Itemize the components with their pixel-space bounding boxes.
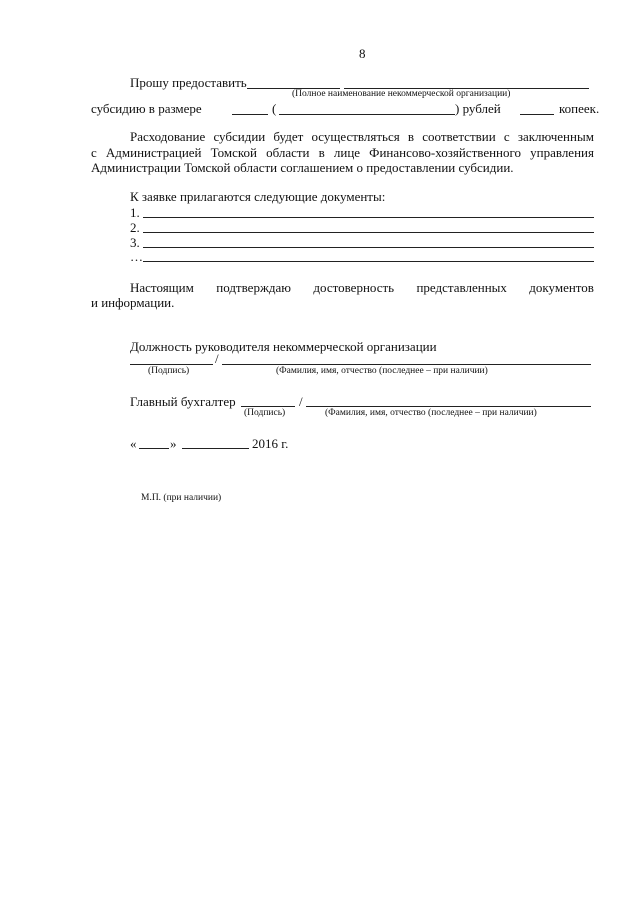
word: Администрацией [105, 145, 202, 160]
org-name-caption: (Полное наименование некоммерческой организации) [292, 89, 511, 99]
word: субсидии [213, 129, 266, 144]
attachment-ellipsis: … [130, 249, 143, 264]
head-name-blank [222, 364, 591, 365]
word: Финансово-хозяйственного [369, 145, 522, 160]
attachment-number-1: 1. [130, 205, 140, 220]
request-label: Прошу предоставить [130, 75, 247, 90]
word: документов [529, 280, 594, 295]
word: будет [273, 129, 304, 144]
kopecks-text: копеек. [559, 101, 600, 116]
subsidy-amount-label: субсидию в размере [91, 101, 202, 116]
confirm-line-2: и информации. [91, 295, 175, 310]
word: с [91, 145, 97, 160]
accountant-name-caption: (Фамилия, имя, отчество (последнее – при наличии) [325, 408, 537, 418]
head-sign-caption: (Подпись) [148, 366, 190, 376]
attachment-number-2: 2. [130, 220, 140, 235]
word: лице [333, 145, 361, 160]
confirm-line-1 [130, 280, 594, 295]
date-month-blank [182, 448, 249, 449]
amount-blank [232, 114, 268, 115]
word: подтверждаю [216, 280, 292, 295]
rubles-text: ) рублей [455, 101, 501, 116]
kopecks-blank [520, 114, 554, 115]
word: соответствии [422, 129, 496, 144]
attachment-number-3: 3. [130, 235, 140, 250]
word: в [407, 129, 415, 144]
head-slash: / [215, 351, 219, 366]
word: достоверность [313, 280, 395, 295]
head-position-title: Должность руководителя некоммерческой организации [130, 339, 437, 354]
word: области [266, 145, 310, 160]
open-paren: ( [272, 101, 277, 116]
accountant-label: Главный бухгалтер [130, 394, 236, 409]
date-year: 2016 г. [252, 436, 289, 451]
word: Расходование [130, 129, 206, 144]
page-number: 8 [359, 46, 366, 61]
spending-line-1 [130, 129, 594, 144]
accountant-sign-caption: (Подпись) [244, 408, 286, 418]
word: представленных [416, 280, 507, 295]
word: Томской [210, 145, 257, 160]
head-sign-blank [130, 364, 213, 365]
attachment-line-1 [143, 217, 594, 218]
word: Настоящим [130, 280, 194, 295]
word: с [503, 129, 510, 144]
attachment-line-3 [143, 247, 594, 248]
stamp-note: М.П. (при наличии) [141, 493, 222, 503]
accountant-slash: / [299, 394, 303, 409]
attachments-intro: К заявке прилагаются следующие документы: [130, 189, 386, 204]
word: в [318, 145, 325, 160]
word: управления [530, 145, 594, 160]
date-day-blank [139, 448, 169, 449]
attachment-line-2 [143, 232, 594, 233]
spending-line-2 [91, 145, 594, 160]
accountant-sign-blank [241, 406, 295, 407]
date-close-quote: » [170, 436, 177, 451]
spending-line-3: Администрации Томской области соглашением о предоставлении субсидии. [91, 160, 514, 175]
date-open-quote: « [130, 436, 137, 451]
accountant-name-blank [306, 406, 591, 407]
word: заключенным [517, 129, 594, 144]
amount-words-blank [279, 114, 455, 115]
attachment-line-4 [143, 261, 594, 262]
head-name-caption: (Фамилия, имя, отчество (последнее – при наличии) [276, 366, 488, 376]
word: осуществляться [311, 129, 400, 144]
